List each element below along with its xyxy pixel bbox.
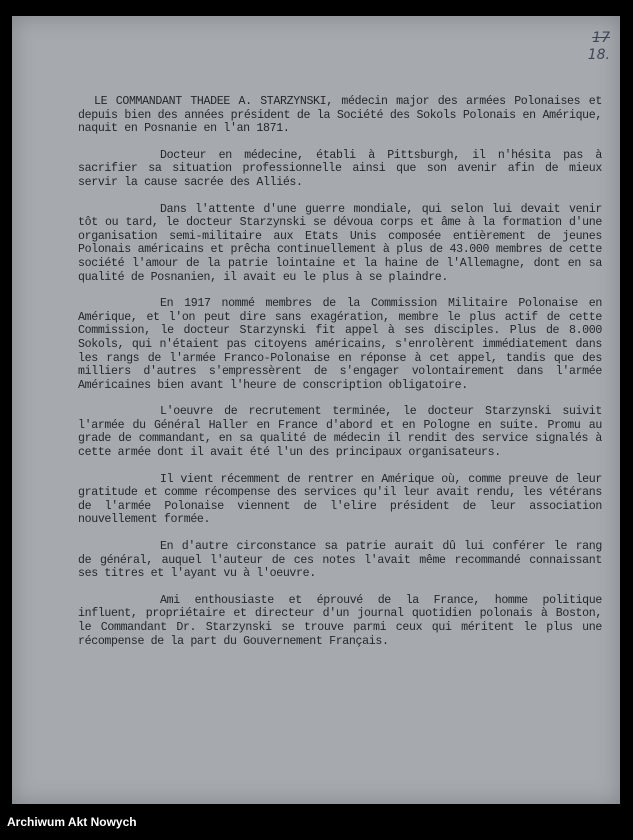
document-page <box>12 16 620 804</box>
folio-current: 18. <box>587 47 610 63</box>
paragraph: Docteur en médecine, établi à Pittsburgh, il n'hésita pas à sacrifier sa situation professionnelle ainsi que son avenir afin de mieux servir la cause sacrée des Alliés. <box>78 148 602 189</box>
paragraph: Ami enthousiaste et éprouvé de la France, homme politique influent, propriétaire et directeur d'un journal quotidien polonais à Boston, le Commandant Dr. Starzynski se trouve parmi ceux qui méritent le plus une récompense de la part du Gouvernement Français. <box>78 593 602 648</box>
archive-name: Archiwum Akt Nowych <box>7 815 137 829</box>
folio-struck: 17 <box>592 30 610 46</box>
paragraph: Dans l'attente d'une guerre mondiale, qui selon lui devait venir tôt ou tard, le docteur Starzynski se dévoua corps et âme à la formation d'une organisation semi-militaire aux Etats Unis composée entièrement de jeunes Polonais américains et prêcha continuellement à plus de 43.000 membres de cette société l'amour de la patrie lointaine et la haine de l'Allemagne, dont en sa qualité de Posnanien, il avait eu le plus à se plaindre. <box>78 202 602 284</box>
paragraph-intro: LE COMMANDANT THADEE A. STARZYNSKI, médecin major des armées Polonaises et depuis bien des années président de la Société des Sokols Polonais en Amérique, naquit en Posnanie en l'an 1871. <box>78 95 602 136</box>
paragraph: L'oeuvre de recrutement terminée, le docteur Starzynski suivit l'armée du Général Haller en France d'abord et en Pologne en suite. Promu au grade de commandant, en sa qualité de médecin il rendit des service signalés à cette armée dont il avait été l'un des principaux organisateurs. <box>78 405 602 460</box>
paragraph: En d'autre circonstance sa patrie aurait dû lui conférer le rang de général, auquel l'auteur de ces notes l'avait même recommandé connaissant ses titres et l'ayant vu à l'oeuvre. <box>78 540 602 581</box>
paragraph: En 1917 nommé membres de la Commission Militaire Polonaise en Amérique, et l'on peut dire sans exagération, membre le plus actif de cette Commission, le docteur Starzynski fit appel à ses disciples. Plus de 8.000 Sokols, qui n'étaient pas citoyens américains, s'enrolèrent immédiatement dans les rangs de l'armée Franco-Polonaise en réponse à cet appel, tandis que des milliers d'autres s'empressèrent de s'engager volontairement dans l'armée Américaines bien avant l'heure de conscription obligatoire. <box>78 297 602 392</box>
folio-numbers <box>588 30 610 64</box>
paragraph: Il vient récemment de rentrer en Amérique où, comme preuve de leur gratitude et comme récompense des services qu'il leur avait rendu, les vétérans de l'armée Polonaise viennent de l'elire président de leur association nouvellement formée. <box>78 472 602 527</box>
document-body <box>78 95 602 661</box>
archive-footer <box>0 812 633 840</box>
